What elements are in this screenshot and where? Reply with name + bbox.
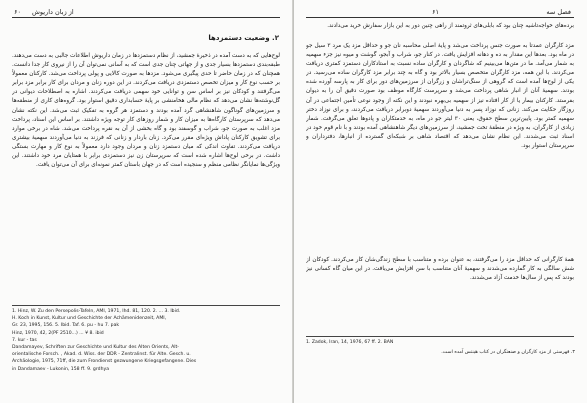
left-page	[0, 0, 293, 403]
left-body-paragraph: لوح‌هایی که به دست آمده در ذخیرهٔ جمشید، از نظام دستمزدها در زمان داریوش اطلاعات جالبی به دست می‌دهند. طبقه‌بندی دستمزدها بسیار جدی و از جهاتی چنان جدی است که به آسانی نمی‌توان آن را از نیروی کار جدا دانست. همچنان که در زمان حاضر تا حدی پیگیری می‌شود. مزدها به صورت کالایی و پولی پرداخت می‌شد. کارکنان معمولاً بر حسب نوع کار و میزان تخصص دستمزدی دریافت می‌کردند. در این دوره زنان و مردان برای کار برابر مزد برابر می‌گرفتند و کودکان نیز بر اساس سن و توانایی خود سهمی دریافت می‌کردند. اشاره به اصطلاحات دیوانی در گل‌نوشته‌ها نشان می‌دهد که نظام مالی هخامنشی بر پایهٔ حسابداری دقیق استوار بود. گروه‌های کاری از منطقه‌ها و سرزمین‌های گوناگون شاهنشاهی گرد آمده بودند و دستمزد هر گروه به تفکیک ثبت می‌شد. این نکته نشان می‌دهد که سرپرستان کارگاه‌ها به میزان کار و شمار روزهای کار توجه ویژه داشتند. بر اساس این اسناد، پرداخت مزد اغلب به صورت جو، شراب و گوسفند بود و گاه بخشی از آن به نقره پرداخت می‌شد. شاه در برخی موارد برای تشویق کارکنان پاداش ویژه‌ای مقرر می‌کرد. زنان باردار و زنانی که فرزند به دنیا می‌آوردند سهمیهٔ بیشتری دریافت می‌کردند. تفاوت اندکی که میان دستمزد زنان و مردان وجود دارد معمولاً به نوع کار و مهارت بستگی داشت. در برخی لوح‌ها اشاره شده است که سرپرستان زن نیز دستمزدی برابر با همتایان مرد خود داشتند. این ویژگی‌ها نمایانگر نظامی منظم و سنجیده است که در جهان باستان کمتر نمونه‌ای برای آن می‌توان یافت.	[12, 53, 280, 169]
right-running-title: فصل سه	[546, 8, 571, 16]
footnote-line: 1. Hinz, W. Zu den Persepolis-Tafeln, AMI, 1971, Ihd. 81, 120. 2. ... 3. Ibid.	[12, 309, 181, 314]
section-title: ۲. وضعیت دستمزدها	[208, 34, 279, 42]
footnote-line: Gr. 23, 1995, 156. 5. Ibid. Taf. 6. pu - hu 7. pak	[12, 323, 120, 329]
footnote-line: orientalische Forsch. , Akad. d. Wiss. der DDR - Zentralinst. für Alte. Gesch. u.	[12, 352, 191, 358]
right-page	[294, 0, 587, 403]
right-footnote-rule	[306, 336, 574, 337]
footnote-line: 7. kur - tas	[12, 337, 37, 343]
right-header-rule	[306, 17, 574, 18]
footnote-line: Hinz, 1970, 42, 2(PF 2510...) ... ¥ 8. ibid	[12, 330, 104, 336]
left-footnotes	[12, 308, 280, 373]
right-body-paragraph-3: همهٔ کارگرانی که حداقل مزد را می‌گرفتند، به عنوان برده و متناسب با سطح زندگی‌شان کار می‌کردند. کودکان از شش سالگی به کار گمارده می‌شدند و سهمیهٔ آنان متناسب با سن افزایش می‌یافت. در این میان گاه کسانی نیز بودند که پس از سال‌ها خدمت آزاد می‌شدند.	[306, 257, 574, 282]
right-footnotes	[306, 339, 574, 346]
footnote-line: 1. Zadok, Iran, 14, 1976, 67 ff. 2. BAN	[306, 340, 394, 345]
left-running-title: از زبان داریوش	[32, 8, 74, 16]
right-body-paragraph-1: برده‌های خواجه‌تاشیه چنان بود که بابلی‌های ثروتمند از راهی چنین دور به این بازار سفارش خرید می‌دادند.	[327, 23, 574, 29]
footnote-line: Archäologie, 1975, 71ff, die zum Frondienst gezwungene Kriegsgefangene. Dies	[12, 359, 197, 365]
left-header-rule	[12, 17, 280, 18]
right-body-paragraph-2: مزد کارگران عمدتاً به صورت جنس پرداخت می‌شد و پایهٔ اصلی محاسبه نان جو و حداقل مزد یک مرد ۳ سیل جو در ماه بود. بعدها این مقدار به ده و دهانه افزایش یافت. در کنار جو، شراب و آبجو، گوشت و میوه نیز جزء سهمیه به شمار می‌آمد. ما در متن‌ها می‌بینیم که شاگردان و کارگران ساده نسبت به استادکاران دستمزد کمتری دریافت می‌کردند. با این همه، مزد کارگران متخصص بسیار بالاتر بود و گاه به چند برابر مزد کارگران ساده می‌رسید. در یکی از لوح‌ها آمده است که گروهی از سنگ‌تراشان و زرگران از سرزمین‌های دور برای کار به پارسه آورده شده بودند. سهمیهٔ آنان از انبار شاهی پرداخت می‌شد و سرپرست کارگاه موظف بود صورت دقیق آن را به دیوان بفرستد. کارکنان بیمار یا از کار افتاده نیز از سهمیه بی‌بهره نبودند و این نکته از وجود نوعی تأمین اجتماعی در آن روزگار حکایت می‌کند. زنانی که نوزاد پسر به دنیا می‌آوردند سهمیهٔ دوبرابر دریافت می‌کردند، و برای نوزاد دختر سهمیه کمتر بود. پایین‌ترین سطح حقوق، یعنی ۳۰ لیتر جو در ماه، به خدمتکاران و پادوها تعلق می‌گرفت. شمار زیادی از کارگران، به ویژه در منطقهٔ تخت جمشید، از سرزمین‌های دیگر شاهنشاهی آمده بودند و با نام قوم خود در اسناد ثبت می‌شدند. این نظام نشان می‌دهد که اقتصاد شاهی بر شبکه‌ای گسترده از انبارها، دفترداران و سرپرستان استوار بود.	[306, 43, 574, 150]
footnote-line: H. Koch in Kunst, Kultur und Geschichte der Achämenidenzeit, AMI,	[12, 316, 167, 322]
footnote-line: Dandamayev, Schriften zur Geschichte und Kultur des Alten Orients, Alt-	[12, 345, 179, 351]
footnote-line: in Dandamaev - Lukonin, 158 ff. 9. grdhya	[12, 366, 110, 372]
right-page-number: ۶۱	[432, 8, 439, 16]
right-footnote-rtl: ۳. فهرستی از مزد کارگران و صنعتگران در کتاب هینتس آمده است.	[441, 350, 575, 355]
left-footnote-rule	[12, 305, 280, 306]
left-page-number: ۶۰	[14, 8, 21, 16]
